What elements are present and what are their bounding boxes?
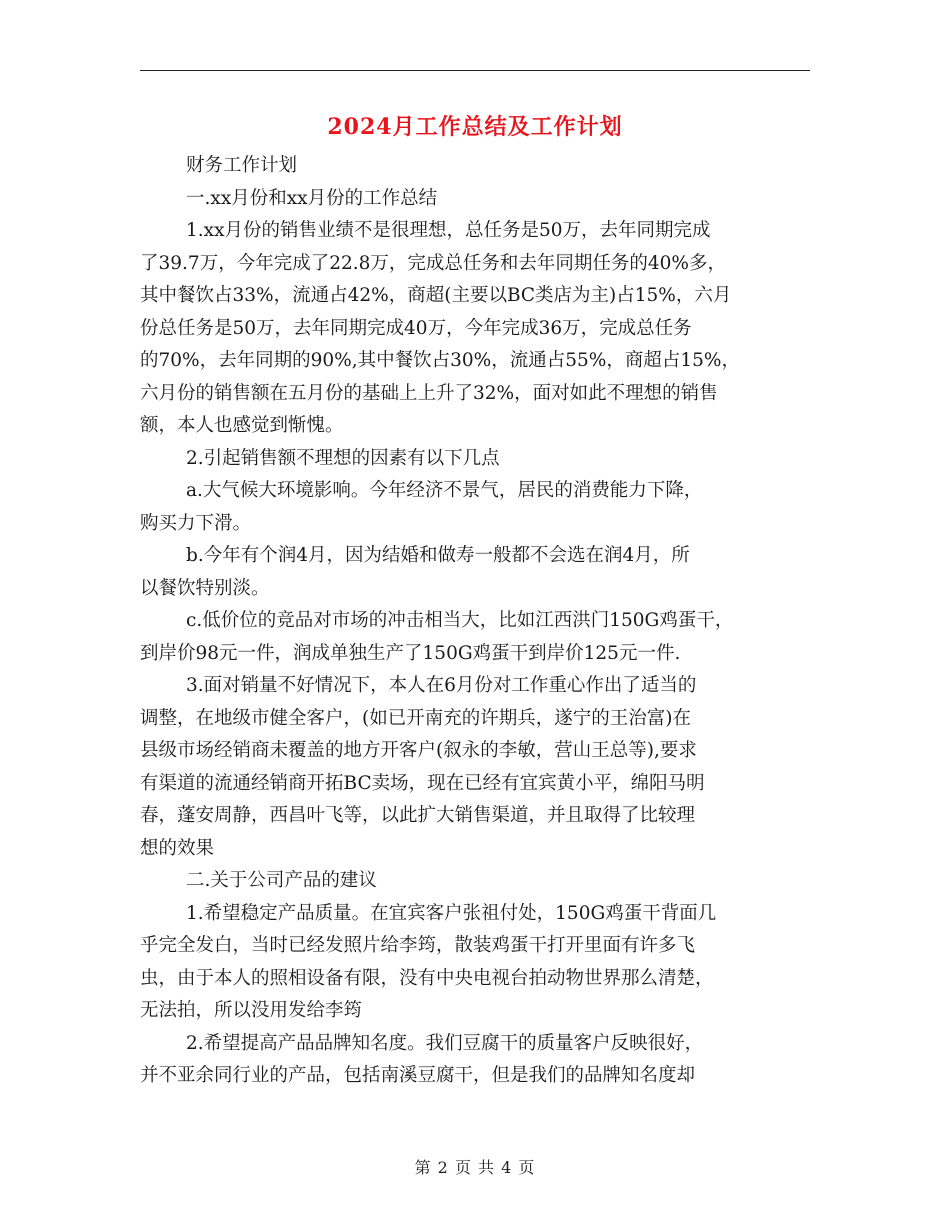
- body-line: 无法拍，所以没用发给李筠: [140, 1000, 363, 1021]
- body-line: 的70%，去年同期的90%,其中餐饮占30%，流通占55%，商超占15%，: [140, 350, 740, 371]
- body-line: 1.希望稳定产品质量。在宜宾客户张祖付处，150G鸡蛋干背面几: [186, 902, 717, 924]
- body-line: 调整，在地级市健全客户，(如已开南充的许期兵，遂宁的王治富)在: [140, 707, 691, 729]
- body-line: 乎完全发白，当时已经发照片给李筠，散装鸡蛋干打开里面有许多飞: [140, 935, 696, 956]
- body-line: 财务工作计划: [186, 155, 298, 176]
- body-line: 额，本人也感觉到惭愧。: [140, 415, 344, 436]
- document-body: [140, 150, 812, 1093]
- body-line: 春，蓬安周静，西昌叶飞等，以此扩大销售渠道，并且取得了比较理: [140, 805, 696, 826]
- body-line: 1.xx月份的销售业绩不是很理想，总任务是50万，去年同期完成: [186, 220, 711, 241]
- body-line: b.今年有个润4月，因为结婚和做寿一般都不会选在润4月，所: [186, 545, 690, 566]
- body-line: 以餐饮特别淡。: [140, 577, 270, 599]
- body-line: 3.面对销量不好情况下，本人在6月份对工作重心作出了适当的: [186, 675, 697, 696]
- header-rule: [140, 70, 810, 71]
- body-line: 到岸价98元一件，润成单独生产了150G鸡蛋干到岸价125元一件.: [140, 642, 681, 664]
- body-line: 份总任务是50万，去年同期完成40万，今年完成36万，完成总任务: [140, 317, 692, 339]
- body-line: 2.引起销售额不理想的因素有以下几点: [186, 447, 500, 469]
- body-line: 了39.7万，今年完成了22.8万，完成总任务和去年同期任务的40%多，: [140, 252, 727, 274]
- body-line: a.大气候大环境影响。今年经济不景气，居民的消费能力下降，: [186, 480, 703, 501]
- body-line: 2.希望提高产品品牌知名度。我们豆腐干的质量客户反映很好，: [186, 1032, 704, 1054]
- body-line: 县级市场经销商未覆盖的地方开客户(叙永的李敏，营山王总等),要求: [140, 740, 697, 761]
- body-line: c.低价位的竞品对市场的冲击相当大，比如江西洪门150G鸡蛋干，: [186, 610, 734, 631]
- document-title: 2024月工作总结及工作计划: [327, 114, 623, 140]
- body-line: 有渠道的流通经销商开拓BC卖场，现在已经有宜宾黄小平，绵阳马明: [140, 772, 705, 794]
- body-line: 其中餐饮占33%，流通占42%，商超(主要以BC类店为主)占15%，六月: [140, 285, 732, 306]
- body-line: 虫，由于本人的照相设备有限，没有中央电视台拍动物世界那么清楚，: [140, 967, 714, 989]
- body-line: 想的效果: [140, 837, 215, 859]
- body-line: 购买力下滑。: [140, 512, 252, 534]
- body-line: 二.关于公司产品的建议: [186, 870, 377, 891]
- body-line: 一.xx月份和xx月份的工作总结: [186, 187, 438, 209]
- body-line: 六月份的销售额在五月份的基础上上升了32%，面对如此不理想的销售: [140, 382, 718, 404]
- body-line: 并不亚余同行业的产品，包括南溪豆腐干，但是我们的品牌知名度却: [140, 1065, 696, 1086]
- page-footer: 第 2 页 共 4 页: [414, 1158, 536, 1177]
